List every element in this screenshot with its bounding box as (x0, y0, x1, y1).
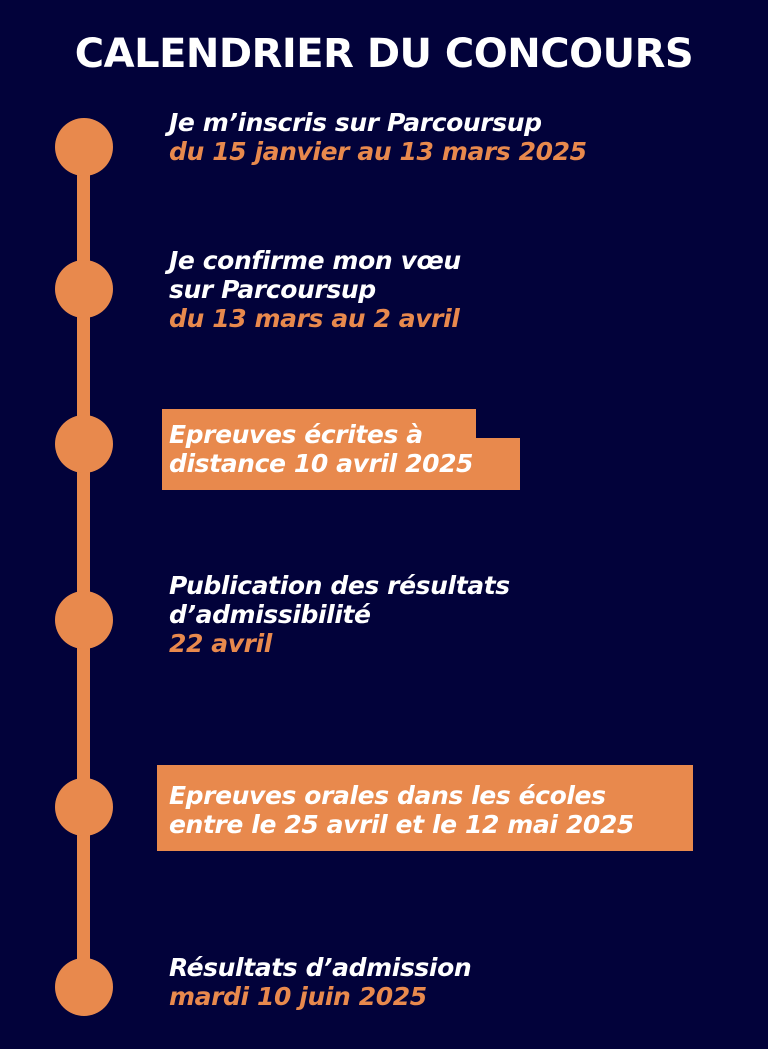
timeline-step-admissibility (169, 571, 510, 658)
step-label: Résultats d’admission (169, 953, 472, 982)
timeline-step-confirmation (169, 246, 461, 333)
page-title: CALENDRIER DU CONCOURS (74, 31, 694, 77)
step-label: Publication des résultats (169, 571, 510, 600)
timeline-dot (55, 260, 113, 318)
step-date: du 13 mars au 2 avril (169, 304, 460, 333)
step-label: Epreuves écrites à (169, 420, 423, 449)
timeline-dot (55, 415, 113, 473)
timeline-step-admission (169, 953, 471, 1011)
timeline-dot (55, 118, 113, 176)
timeline-dot (55, 778, 113, 836)
step-label: Je confirme mon vœu (169, 246, 461, 275)
timeline-step-written-exams (169, 420, 473, 478)
timeline-dot (55, 958, 113, 1016)
step-label: d’admissibilité (169, 600, 371, 629)
step-label: distance 10 avril 2025 (169, 449, 474, 478)
step-label: Epreuves orales dans les écoles (169, 781, 606, 810)
step-date: 22 avril (169, 629, 272, 658)
step-label: sur Parcoursup (169, 275, 376, 304)
step-label: entre le 25 avril et le 12 mai 2025 (169, 810, 634, 839)
timeline-step-inscription (169, 108, 587, 166)
timeline-step-oral-exams (169, 781, 634, 839)
step-date: mardi 10 juin 2025 (169, 982, 427, 1011)
step-label: Je m’inscris sur Parcoursup (169, 108, 542, 137)
step-date: du 15 janvier au 13 mars 2025 (169, 137, 587, 166)
timeline-dot (55, 591, 113, 649)
